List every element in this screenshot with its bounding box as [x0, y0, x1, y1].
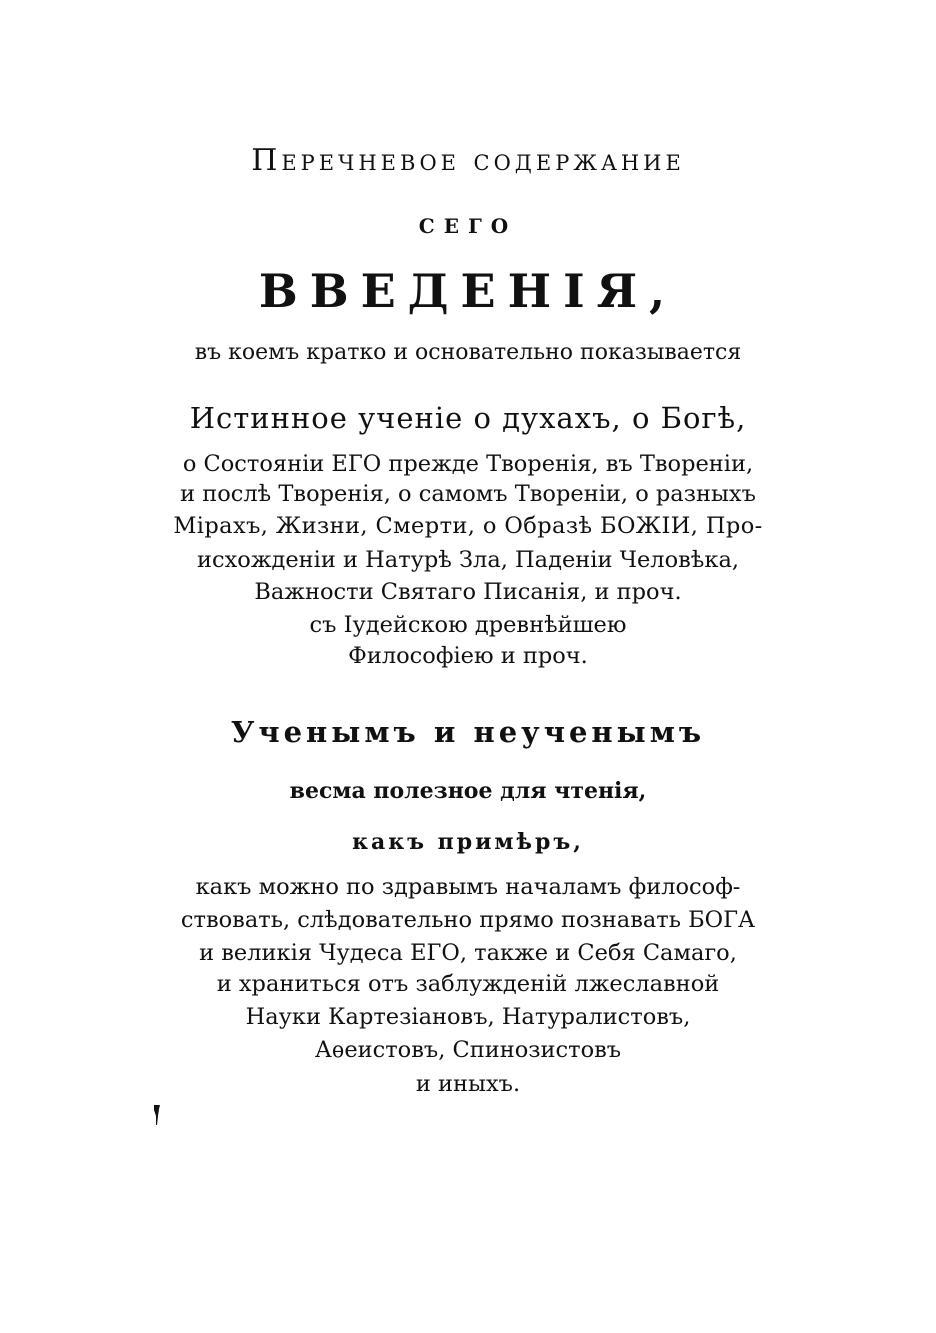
main-line: Истинное ученіе о духахъ, о Богѣ, — [189, 401, 747, 435]
detail-line: ствовать, слѣдовательно прямо познавать БОГА — [180, 907, 756, 933]
body-line: Философіею и проч. — [348, 643, 588, 669]
title-line-2: сего — [418, 207, 518, 240]
body-line: о Состояніи ЕГО прежде Творенія, въ Твореніи, — [182, 451, 754, 477]
body-line: исхожденіи и Натурѣ Зла, Паденіи Человѣка, — [196, 547, 740, 573]
ink-mark-icon — [152, 1104, 162, 1126]
detail-line: Науки Картезіановъ, Натуралистовъ, — [245, 1004, 691, 1030]
detail-line: какъ можно по здравымъ началамъ философ- — [195, 874, 741, 900]
title-line-1: Перечневое содержание — [251, 143, 685, 178]
detail-line: и храниться отъ заблужденій лжеславной — [216, 971, 720, 997]
usefulness-line: весма полезное для чтенія, — [289, 778, 647, 804]
subtitle: въ коемъ кратко и основательно показывается — [194, 340, 742, 365]
detail-line: и иныхъ. — [415, 1071, 521, 1097]
audience-line: Ученымъ и неученымъ — [230, 715, 706, 749]
body-line: Важности Святаго Писанія, и проч. — [254, 579, 682, 605]
body-line: и послѣ Творенія, о самомъ Твореніи, о разныхъ — [180, 481, 756, 507]
detail-line: и великія Чудеса ЕГО, также и Себя Самаго, — [199, 940, 737, 966]
body-line: съ Іудейскою древнѣйшею — [309, 612, 627, 638]
title-line-3: ВВЕДЕНІЯ, — [258, 264, 678, 318]
example-line: какъ примѣръ, — [352, 829, 584, 855]
body-line: Мірахъ, Жизни, Смерти, о Образѣ БОЖІИ, Про- — [173, 513, 763, 539]
detail-line: Аѳеистовъ, Спинозистовъ — [314, 1037, 622, 1063]
